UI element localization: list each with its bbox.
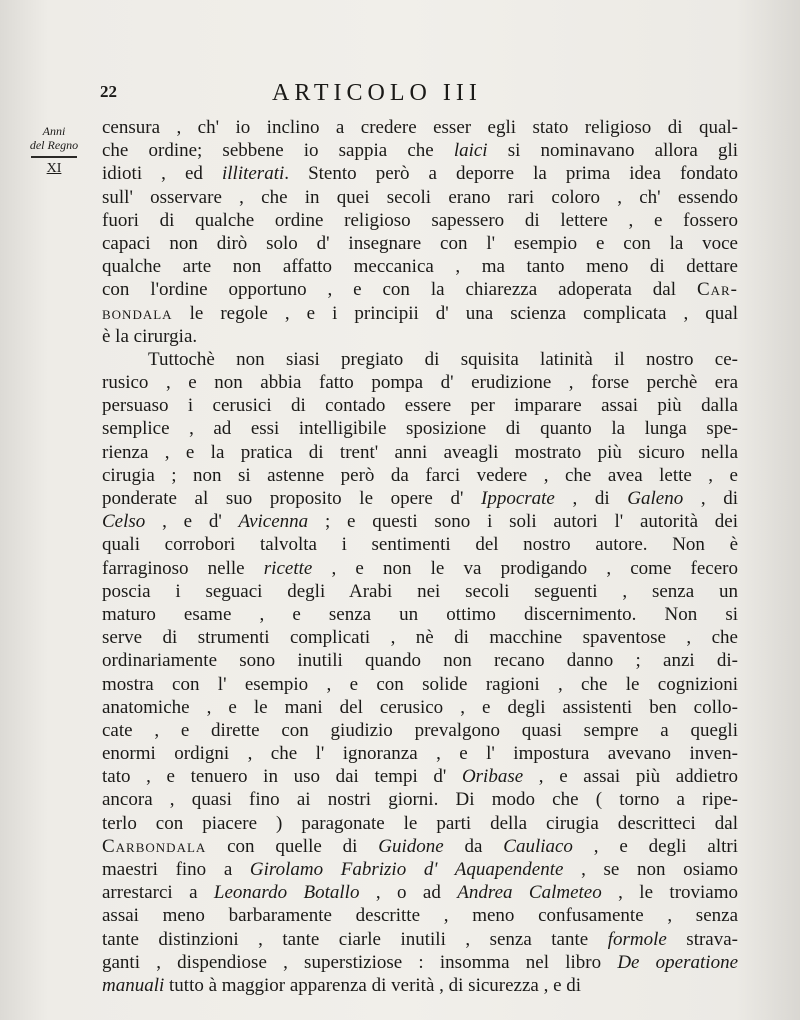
body-text [102, 116, 738, 997]
italic-run: formole [607, 928, 667, 950]
text-run: , le troviamo [601, 882, 738, 904]
italic-run: Guidone [378, 835, 444, 857]
running-head: ARTICOLO III [272, 80, 482, 106]
text-run: strava- [666, 928, 738, 950]
text-run: , o ad [359, 882, 458, 904]
text-line [102, 232, 738, 255]
text-line [102, 673, 738, 696]
text-line [102, 557, 738, 580]
text-line [102, 858, 738, 881]
text-run: Tuttochè non siasi pregiato di squisita latinità il nostro ce- [148, 348, 738, 370]
text-line [102, 510, 738, 533]
text-run: enormi ordigni , che l' ignoranza , e l' impostura avevano inven- [102, 743, 738, 765]
text-run: con quelle di [206, 835, 379, 857]
text-run: ; e questi sono i soli autori l' autorità dei [308, 511, 738, 533]
italic-run: illiterati [221, 163, 285, 185]
text-run: farraginoso nelle [102, 557, 264, 579]
italic-run: Leonardo Botallo [213, 882, 360, 904]
italic-run: Oribase [461, 766, 524, 788]
text-run: , e assai più addietro [523, 766, 738, 788]
italic-run: Andrea Calmeteo [457, 882, 602, 904]
text-line [102, 742, 738, 765]
text-line [102, 116, 738, 139]
italic-run: Galeno [627, 488, 684, 509]
italic-run: Girolamo Fabrizio d' Aquapendente [249, 859, 564, 880]
text-line [102, 626, 738, 649]
text-run: idioti , ed [102, 163, 222, 185]
text-line [102, 162, 738, 185]
text-line [102, 302, 738, 325]
text-run: rusico , e non abbia fatto pompa d' erudizione , forse perchè era [102, 372, 738, 394]
text-run: qualche arte non affatto meccanica , ma tanto meno di dettare [102, 256, 738, 278]
text-run: con l'ordine opportuno , e con la chiarezza adoperata dal [102, 279, 697, 301]
margin-note-line-1: Anni [42, 124, 66, 138]
text-run: cate , e dirette con giudizio prevalgono quasi sempre a quegli [102, 719, 738, 741]
text-run: , di [683, 488, 738, 509]
text-run: semplice , ad essi intelligibile sposizione di quanto la lunga spe- [102, 418, 738, 440]
text-run: sull' osservare , che in quei secoli erano rari coloro , ch' essendo [102, 186, 738, 208]
text-run: mostra con l' esempio , e con solide ragioni , che le cognizioni [102, 673, 738, 695]
text-run: anatomiche , e le mani del cerusico , e degli assistenti ben collo- [102, 696, 738, 718]
small-caps-run: bondala [102, 302, 173, 324]
text-run: tutto à maggior apparenza di verità , di sicurezza , e di [164, 974, 582, 996]
text-line [102, 417, 738, 440]
margin-note [18, 124, 90, 176]
text-line [102, 974, 738, 997]
text-run: , e non le va prodigando , come fecero [312, 557, 738, 579]
text-run: ancora , quasi fino ai nostri giorni. Di modo che ( torno a ripe- [102, 789, 738, 811]
text-run: arrestarci a [102, 882, 214, 904]
text-line [102, 812, 738, 835]
margin-note-line-2: del Regno [29, 138, 79, 152]
text-run: da [443, 835, 504, 857]
italic-run: manuali [102, 974, 165, 996]
text-run: fuori di qualche ordine religioso sapessero di lettere , e fossero [102, 209, 738, 231]
text-run: persuaso i cerusici di contado essere per imparare assai più dalla [102, 395, 738, 417]
text-run: maturo esame , e senza un ottimo discernimento. Non si [102, 603, 738, 625]
text-run: , e degli altri [572, 835, 738, 857]
text-line [102, 371, 738, 394]
text-run: , e d' [145, 511, 239, 533]
text-run: , di [554, 488, 628, 509]
italic-run: Avicenna [238, 511, 309, 533]
small-caps-run: Carbondala [102, 835, 207, 857]
text-line [102, 139, 738, 162]
text-line [102, 788, 738, 811]
text-run: cirugia ; non si astenne però da farci vedere , che avea lette , e [102, 464, 738, 486]
text-run: poscia i seguaci degli Arabi nei secoli seguenti , senza un [102, 580, 738, 602]
page-number: 22 [100, 82, 117, 101]
small-caps-run: Car- [696, 279, 738, 301]
text-line [102, 603, 738, 626]
text-line [102, 951, 738, 974]
text-run: che ordine; sebbene io sappia che [102, 140, 454, 162]
italic-run: ricette [263, 557, 313, 579]
text-run: capaci non dirò solo d' insegnare con l' esempio e con la voce [102, 232, 738, 254]
text-line [102, 325, 738, 348]
text-line [102, 348, 738, 371]
text-line [102, 209, 738, 232]
text-line [102, 394, 738, 417]
italic-run: laici [453, 140, 488, 162]
text-line [102, 928, 738, 951]
margin-divider [31, 156, 77, 158]
text-line [102, 904, 738, 927]
text-run: quali corrobori talvolta i sentimenti del nostro autore. Non è [102, 534, 738, 556]
text-run: è la cirurgia. [102, 325, 198, 347]
text-line [102, 487, 738, 510]
text-line [102, 580, 738, 603]
text-line [102, 533, 738, 556]
text-line [102, 255, 738, 278]
text-run: serve di strumenti complicati , nè di macchine spaventose , che [102, 627, 738, 649]
text-run: maestri fino a [102, 859, 250, 880]
text-line [102, 278, 738, 301]
text-run: tato , e tenuero in uso dai tempi d' [102, 766, 462, 788]
text-line [102, 696, 738, 719]
text-run: rienza , e la pratica di trent' anni aveagli mostrato più sicuro nella [102, 441, 738, 463]
italic-run: De operatione [617, 951, 738, 973]
italic-run: Cauliaco [503, 835, 573, 857]
italic-run: Celso [102, 511, 146, 533]
text-run: terlo con piacere ) paragonate le parti della cirugia descritteci dal [102, 812, 738, 834]
margin-note-number: XI [46, 161, 62, 176]
italic-run: Ippocrate [481, 488, 555, 509]
text-run: assai meno barbaramente descritte , meno confusamente , senza [102, 905, 738, 927]
text-line [102, 186, 738, 209]
text-run: si nominavano allora gli [487, 140, 738, 162]
page-header [100, 80, 740, 110]
text-run: , se non osiamo [563, 859, 738, 880]
text-line [102, 649, 738, 672]
text-line [102, 441, 738, 464]
text-line [102, 719, 738, 742]
text-run: ponderate al suo proposito le opere d' [102, 488, 481, 509]
text-run: tante distinzioni , tante ciarle inutili , senza tante [102, 928, 608, 950]
text-run: le regole , e i principii d' una scienza complicata , qual [172, 302, 738, 324]
text-run: ordinariamente sono inutili quando non recano danno ; anzi di- [102, 650, 738, 672]
text-run: ganti , dispendiose , superstiziose : insomma nel libro [102, 951, 618, 973]
text-line [102, 835, 738, 858]
text-run: . Stento però a deporre la prima idea fondato [284, 163, 738, 185]
text-line [102, 881, 738, 904]
text-run: censura , ch' io inclino a credere esser egli stato religioso di qual- [102, 117, 738, 138]
text-line [102, 464, 738, 487]
text-line [102, 765, 738, 788]
